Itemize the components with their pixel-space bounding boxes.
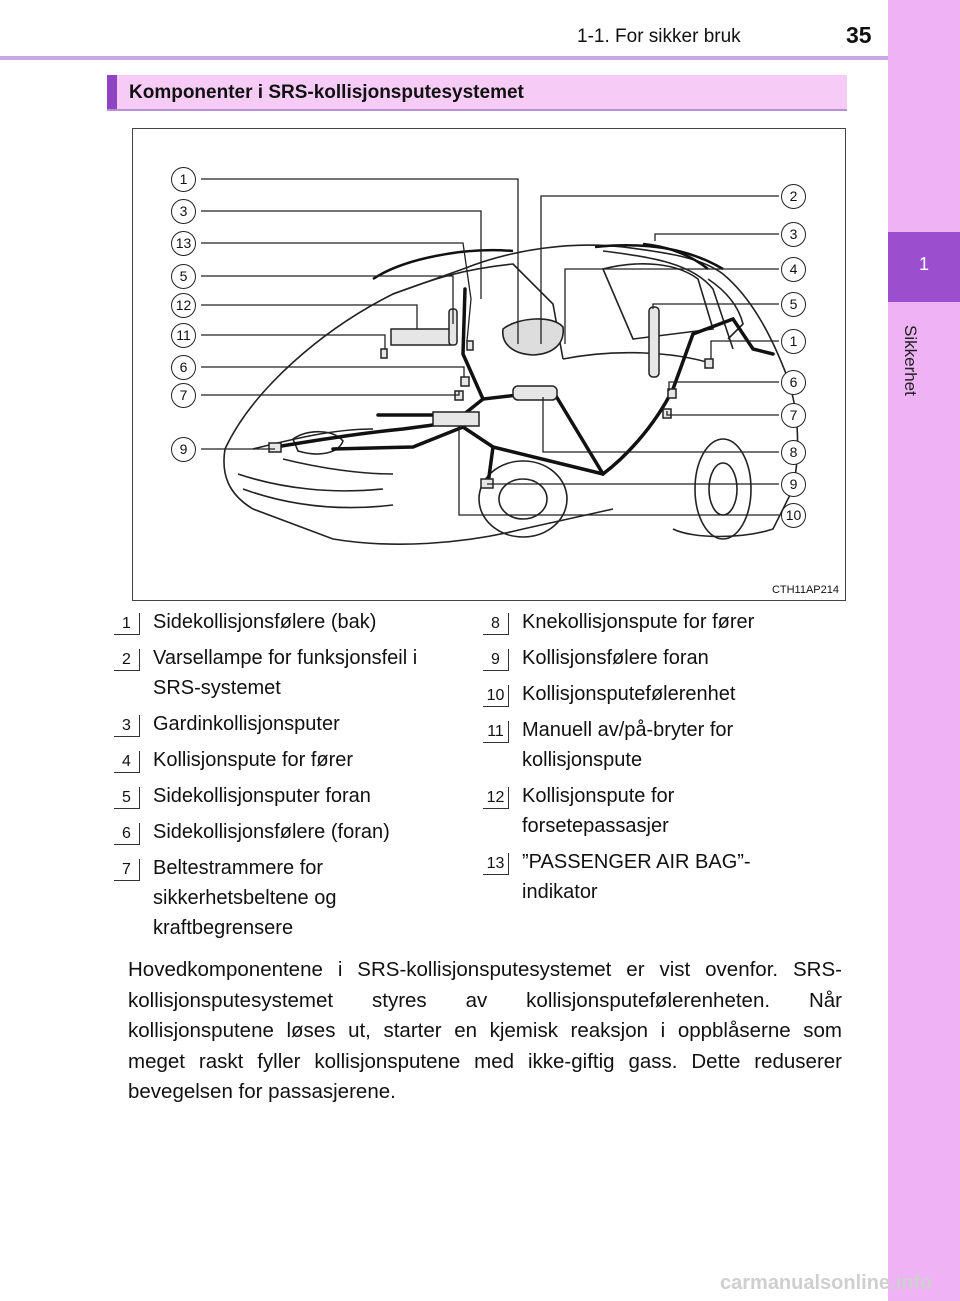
chapter-title: Sikkerhet bbox=[901, 325, 920, 396]
callout: 12 bbox=[171, 293, 196, 318]
legend-number: 11 bbox=[483, 721, 509, 743]
section-title: Komponenter i SRS-kollisjonsputesystemet bbox=[129, 82, 524, 103]
chapter-side-tab bbox=[888, 0, 960, 1301]
callout: 10 bbox=[781, 503, 806, 528]
car-illustration bbox=[133, 129, 847, 602]
chapter-number: 1 bbox=[918, 254, 929, 274]
section-header-bar bbox=[107, 75, 117, 109]
callout: 3 bbox=[781, 222, 806, 247]
legend-text: Beltestrammere for sikkerhetsbeltene og kraftbegrensere bbox=[153, 857, 337, 939]
srs-diagram bbox=[132, 128, 846, 601]
section-reference: 1-1. For sikker bruk bbox=[577, 26, 741, 47]
legend-text: Sidekollisjonsputer foran bbox=[153, 785, 371, 807]
legend-text: ”PASSENGER AIR BAG”-indikator bbox=[522, 851, 751, 903]
callout: 9 bbox=[781, 472, 806, 497]
legend-text: Gardinkollisjonsputer bbox=[153, 713, 340, 735]
legend-item bbox=[114, 643, 454, 703]
legend-text: Kollisjonspute for fører bbox=[153, 749, 354, 771]
legend-item bbox=[483, 607, 823, 637]
legend-text: Kollisjonsputefølerenhet bbox=[522, 683, 736, 705]
callout: 8 bbox=[781, 440, 806, 465]
legend-number: 9 bbox=[483, 649, 509, 671]
callout: 11 bbox=[171, 323, 196, 348]
legend-number: 10 bbox=[483, 685, 509, 707]
callout: 1 bbox=[171, 167, 196, 192]
callout: 3 bbox=[171, 199, 196, 224]
legend-item bbox=[483, 781, 823, 841]
legend-item bbox=[114, 709, 454, 739]
section-header bbox=[107, 75, 847, 111]
callout: 4 bbox=[781, 257, 806, 282]
legend-item bbox=[483, 847, 823, 907]
legend-item bbox=[483, 715, 823, 775]
legend-number: 13 bbox=[483, 853, 509, 875]
legend-number: 2 bbox=[114, 649, 140, 671]
legend-item bbox=[114, 817, 454, 847]
legend-number: 1 bbox=[114, 613, 140, 635]
legend-text: Knekollisjonspute for fører bbox=[522, 611, 755, 633]
legend-text: Kollisjonsfølere foran bbox=[522, 647, 709, 669]
legend-text: Sidekollisjonsfølere (foran) bbox=[153, 821, 390, 843]
callout: 13 bbox=[171, 231, 196, 256]
callout: 5 bbox=[781, 292, 806, 317]
legend-number: 4 bbox=[114, 751, 140, 773]
callout: 7 bbox=[781, 403, 806, 428]
legend-text: Sidekollisjonsfølere (bak) bbox=[153, 611, 377, 633]
legend-left bbox=[114, 607, 454, 949]
callout: 6 bbox=[171, 355, 196, 380]
legend-text: Manuell av/på-bryter for kollisjonspute bbox=[522, 719, 734, 771]
legend-number: 6 bbox=[114, 823, 140, 845]
diagram-code: CTH11AP214 bbox=[771, 584, 839, 596]
body-paragraph: Hovedkomponentene i SRS-kollisjonsputesystemet er vist ovenfor. SRS-kollisjonsputesystemet styres av kollisjonsputefølerenheten. Når kollisjonsputene løses ut, starter en kjemisk reaksjon i oppblåserne som meget raskt fyller kollisjonsputene med ikke-giftig gass. Dette reduserer bevegelsen for passasjerene. bbox=[128, 958, 842, 1103]
legend-item bbox=[114, 853, 454, 943]
legend-number: 7 bbox=[114, 859, 140, 881]
header-rule bbox=[0, 56, 890, 60]
legend-number: 12 bbox=[483, 787, 509, 809]
callout: 5 bbox=[171, 264, 196, 289]
callout: 1 bbox=[781, 329, 806, 354]
legend-item bbox=[114, 607, 454, 637]
legend-item bbox=[483, 679, 823, 709]
callout: 6 bbox=[781, 370, 806, 395]
legend-number: 8 bbox=[483, 613, 509, 635]
legend-item bbox=[114, 781, 454, 811]
callout: 9 bbox=[171, 437, 196, 462]
legend-text: Varsellampe for funksjonsfeil i SRS-systemet bbox=[153, 647, 418, 699]
callout: 2 bbox=[781, 184, 806, 209]
callout: 7 bbox=[171, 383, 196, 408]
legend-number: 3 bbox=[114, 715, 140, 737]
legend-item bbox=[114, 745, 454, 775]
watermark: carmanualsonline.info bbox=[720, 1272, 933, 1294]
legend-right bbox=[483, 607, 823, 913]
page-number: 35 bbox=[846, 22, 872, 48]
legend-text: Kollisjonspute for forsetepassasjer bbox=[522, 785, 675, 837]
legend-item bbox=[483, 643, 823, 673]
legend-number: 5 bbox=[114, 787, 140, 809]
